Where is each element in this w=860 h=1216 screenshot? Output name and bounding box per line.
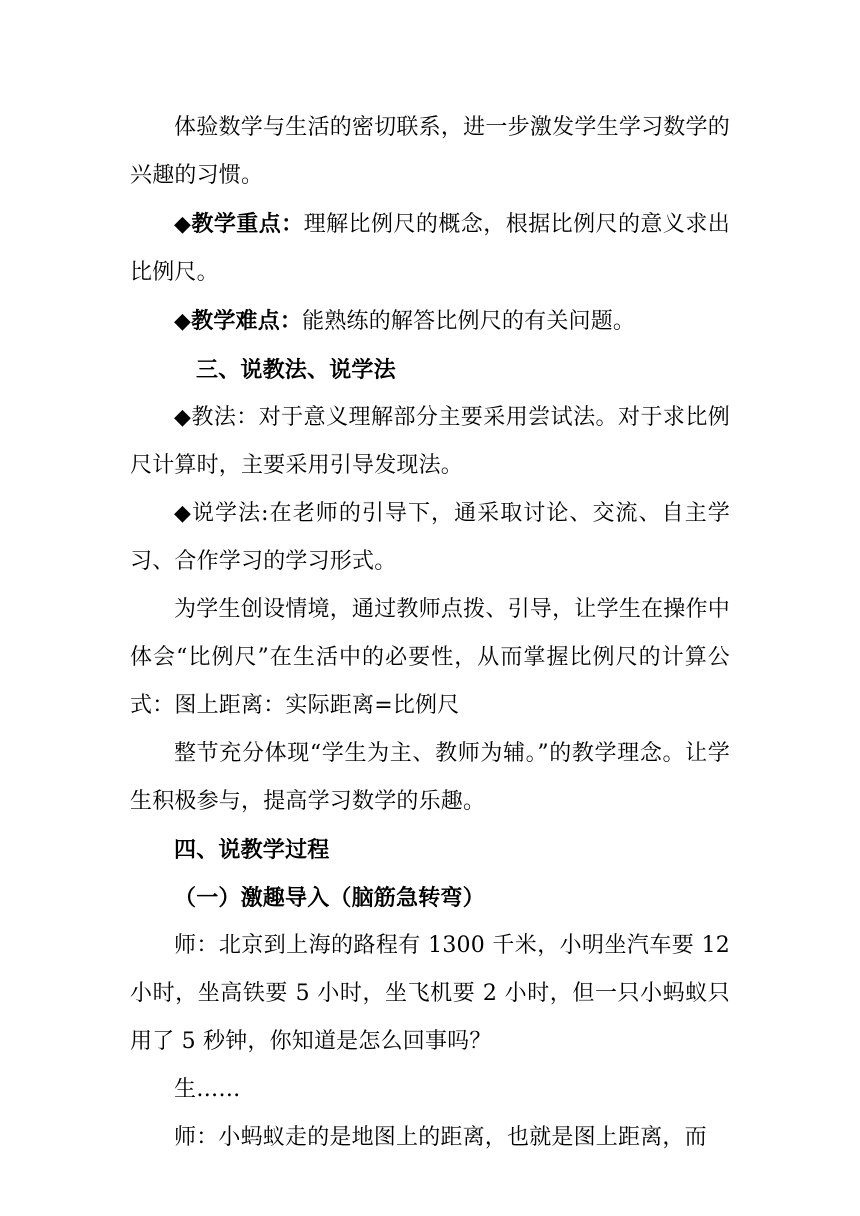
difficult-point-label: ◆教学难点： <box>174 308 303 334</box>
paragraph-learning-method: ◆说学法:在老师的引导下，通采取讨论、交流、自主学习、合作学习的学习形式。 <box>130 501 730 574</box>
subsection-heading-intro: （一）激趣导入（脑筋急转弯） <box>174 885 485 911</box>
paragraph-teacher-question: 师：北京到上海的路程有 1300 千米，小明坐汽车要 12 小时，坐高铁要 5 小时，坐飞机要 2 小时，但一只小蚂蚁只用了 5 秒钟，你知道是怎么回事吗？ <box>130 933 730 1054</box>
difficult-point-text: 能熟练的解答比例尺的有关问题。 <box>302 309 636 334</box>
paragraph-key-point <box>130 200 730 297</box>
paragraph-teacher-explanation: 师：小蚂蚁走的是地图上的距离，也就是图上距离，而 <box>174 1125 707 1150</box>
section-heading-methods: 三、说教法、说学法 <box>196 357 396 383</box>
paragraph-difficult-point <box>130 297 730 346</box>
paragraph-philosophy: 整节充分体现“学生为主、教师为辅。”的教学理念。让学生积极参与，提高学习数学的乐趣。 <box>130 741 730 814</box>
paragraph-goal-continued: 体验数学与生活的密切联系，进一步激发学生学习数学的兴趣的习惯。 <box>130 115 730 188</box>
section-heading-process: 四、说教学过程 <box>174 837 330 863</box>
document-body <box>130 104 730 1162</box>
paragraph-student-answer: 生…… <box>174 1077 241 1102</box>
paragraph-scenario: 为学生创设情境，通过教师点拨、引导，让学生在操作中体会“比例尺”在生活中的必要性，从而掌握比例尺的计算公式：图上距离：实际距离=比例尺 <box>130 597 730 718</box>
key-point-label: ◆教学重点： <box>174 211 304 237</box>
paragraph-teaching-method: ◆教法：对于意义理解部分主要采用尝试法。对于求比例尺计算时，主要采用引导发现法。 <box>130 405 730 478</box>
key-point-text: 理解比例尺的概念，根据比例尺的意义求出比例尺。 <box>130 212 730 285</box>
